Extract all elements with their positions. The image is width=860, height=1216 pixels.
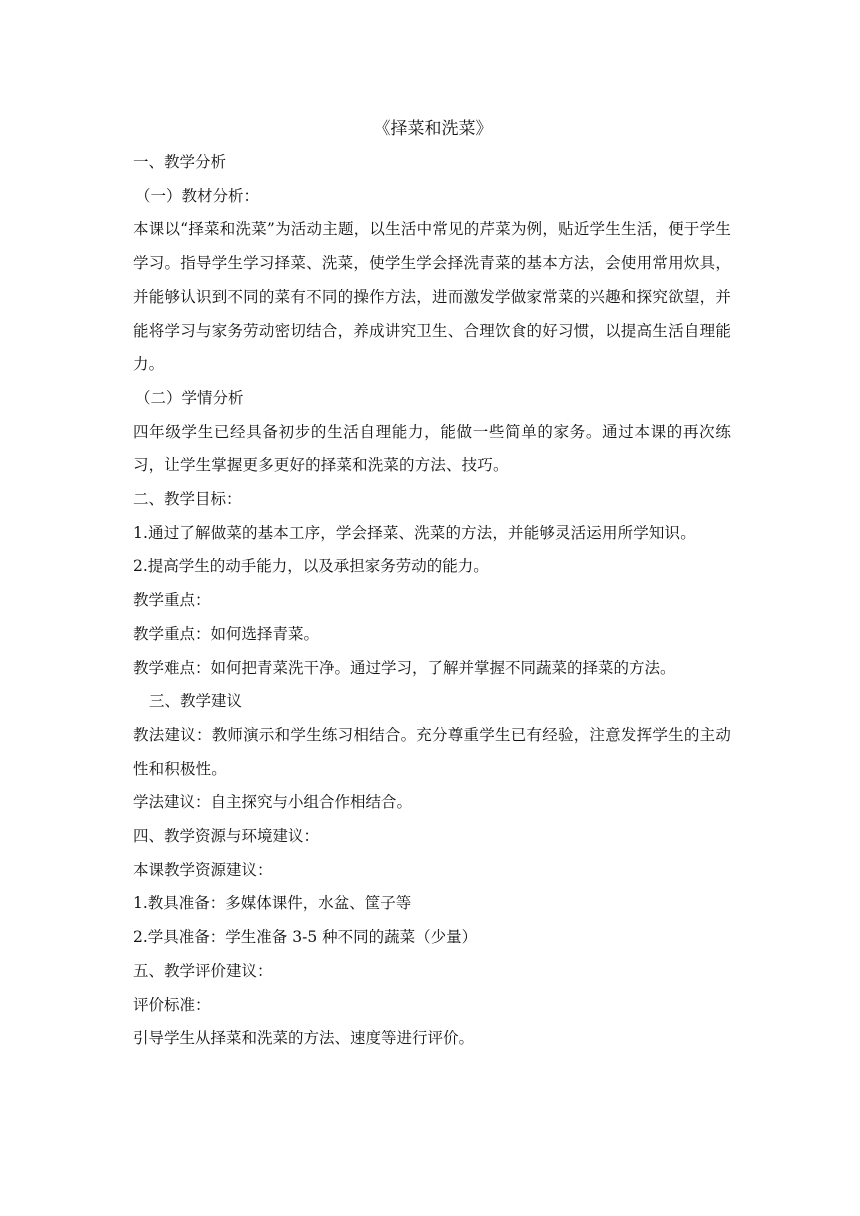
evaluation-standard-label: 评价标准： (133, 995, 211, 1014)
subheading-material-analysis: （一）教材分析： (135, 186, 260, 205)
paragraph-student-analysis: 四年级学生已经具备初步的生活自理能力，能做一些简单的家务。通过本课的再次练习，让学生掌握更多更好的择菜和洗菜的方法、技巧。 (133, 422, 731, 475)
difficult-point-text: 教学难点：如何把青菜洗干净。通过学习，了解并掌握不同蔬菜的择菜的方法。 (133, 658, 676, 677)
resource-item-teacher-tools: 1.教具准备：多媒体课件，水盆、筐子等 (133, 894, 412, 913)
section-heading-suggestions: 三、教学建议 (149, 692, 243, 711)
objective-item-2: 2.提高学生的动手能力，以及承担家务劳动的能力。 (133, 557, 489, 576)
section-heading-analysis: 一、教学分析 (133, 153, 227, 171)
teaching-method-suggestion: 教法建议：教师演示和学生练习相结合。充分尊重学生已有经验，注意发挥学生的主动性和积极性。 (133, 725, 731, 778)
subheading-student-analysis: （二）学情分析 (135, 388, 244, 407)
objective-item-1: 1.通过了解做菜的基本工序，学会择菜、洗菜的方法，并能够灵活运用所学知识。 (133, 523, 696, 542)
document-body (133, 113, 731, 1056)
resources-intro: 本课教学资源建议： (133, 860, 273, 879)
key-point-text: 教学重点：如何选择青菜。 (133, 624, 320, 643)
evaluation-guidance: 引导学生从择菜和洗菜的方法、速度等进行评价。 (133, 1029, 475, 1048)
section-heading-evaluation: 五、教学评价建议： (133, 961, 273, 980)
paragraph-material-analysis: 本课以“择菜和洗菜”为活动主题，以生活中常见的芹菜为例，贴近学生生活，便于学生学习。指导学生学习择菜、洗菜，使学生学会择洗青菜的基本方法，会使用常用炊具，并能够认识到不同的菜有不同的操作方法，进而激发学做家常菜的兴趣和探究欲望，并能将学习与家务劳动密切结合，养成讲究卫生、合理饮食的好习惯，以提高生活自理能力。 (133, 220, 731, 374)
document-title: 《择菜和洗菜》 (373, 119, 493, 139)
section-heading-resources: 四、教学资源与环境建议： (133, 827, 320, 846)
learning-method-suggestion: 学法建议：自主探究与小组合作相结合。 (133, 793, 413, 812)
section-heading-objectives: 二、教学目标： (133, 490, 242, 509)
resource-item-student-tools: 2.学具准备：学生准备 3-5 种不同的蔬菜（少量） (133, 928, 478, 947)
key-points-heading: 教学重点： (133, 591, 211, 610)
